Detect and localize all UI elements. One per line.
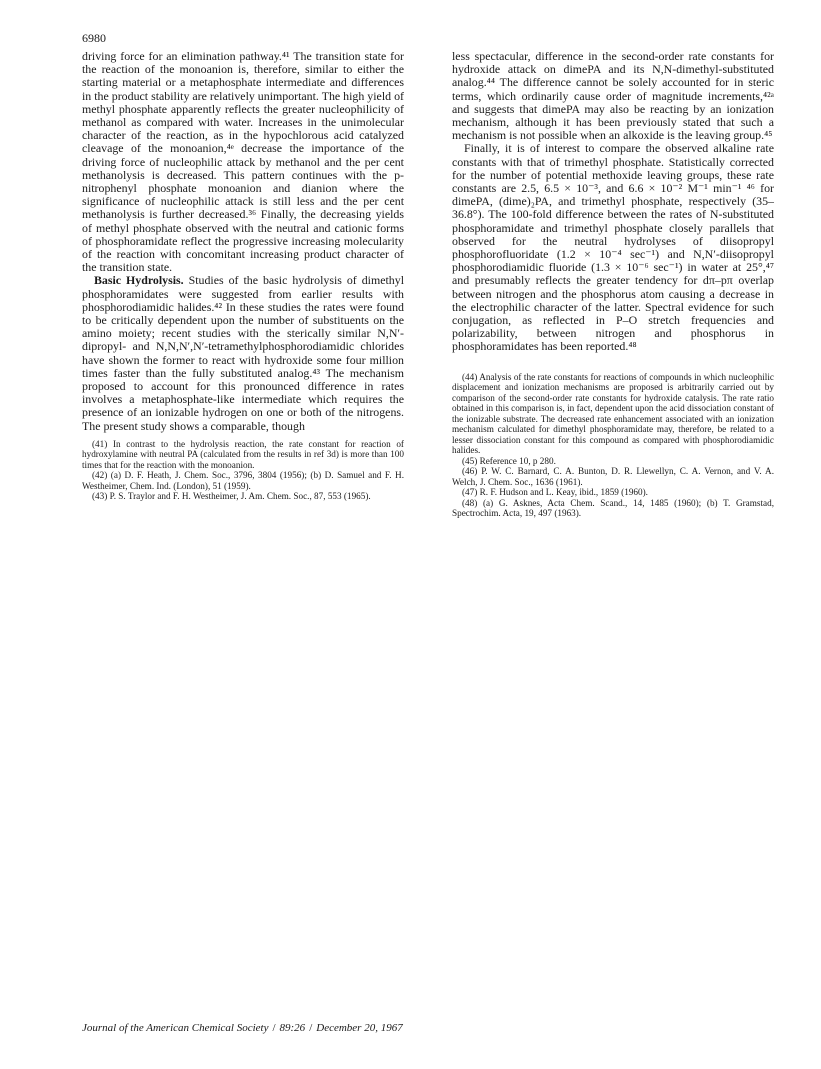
page-number: 6980 bbox=[82, 31, 106, 45]
footnote: (47) R. F. Hudson and L. Keay, ibid., 1859 (1960). bbox=[462, 487, 648, 498]
volume-issue: 89:26 bbox=[279, 1022, 306, 1034]
section-text: Studies of the basic hydrolysis of dimethyl phosphoramidates were suggested from earlier results with phosphorodiamidic halides.⁴² In these studies the rates were found to be critically dependent upon the number of substituents on the amino moiety; recent studies with the sterically similar N,N′-dipropyl- and N,N,N′,N′-tetramethylphosphorodiamidic chlorides have shown the former to react with hydroxide some four million times faster than the fully substituted analog.⁴³ The mechanism proposed to account for this pronounced difference in rates involves a metaphosphate-like intermediate which requires the presence of an ionizable hydrogen on one or both of the nitrogens. The present study shows a comparable, though bbox=[82, 273, 404, 433]
left-column bbox=[82, 50, 404, 502]
body-paragraph: Finally, it is of interest to compare the observed alkaline rate constants with that of trimethyl phosphate. Statistically corrected for the number of potential methoxide leaving groups, these rate constants are 2.5, 6.5 × 10⁻³, and 6.6 × 10⁻² M⁻¹ min⁻¹ ⁴⁶ for dimePA, (dime)₂PA, and trimethyl phosphate, respectively (35–36.8°). The 100-fold difference between the rates of N-substituted phosphoramidate and trimethyl phosphate closely parallels that observed for the neutral hydrolyses of diisopropyl phosphorofluoridate (1.2 × 10⁻⁴ sec⁻¹) and N,N′-diisopropyl phosphorodiamidic fluoride (1.3 × 10⁻⁶ sec⁻¹) in water at 25°,⁴⁷ and presumably reflects the greater tendency for dπ–pπ overlap between nitrogen and the phosphorus atom causing a decrease in the electrophilic character of the latter. Spectral evidence for such conjugation, as reflected in P–O stretch frequencies and polarizability, between nitrogen and phosphorus in phosphoramidates has been reported.⁴⁸ bbox=[452, 141, 774, 354]
section-heading: Basic Hydrolysis. bbox=[94, 273, 184, 288]
footnote: (46) P. W. C. Barnard, C. A. Bunton, D. R. Llewellyn, C. A. Vernon, and V. A. Welch, J. Chem. Soc., 1636 (1961). bbox=[452, 466, 774, 487]
footnote: (42) (a) D. F. Heath, J. Chem. Soc., 3796, 3804 (1956); (b) D. Samuel and F. H. Westheimer, Chem. Ind. (London), 51 (1959). bbox=[82, 470, 404, 491]
footnote: (48) (a) G. Asknes, Acta Chem. Scand., 14, 1485 (1960); (b) T. Gramstad, Spectrochim. Acta, 19, 497 (1963). bbox=[452, 497, 774, 519]
body-paragraph: less spectacular, difference in the second-order rate constants for hydroxide attack on dimePA and its N,N-dimethyl-substituted analog.⁴⁴ The difference cannot be solely accounted for in steric terms, which ordinarily cause order of magnitude increments,⁴²ᵃ and suggests that dimePA may also be reacting by an ionization mechanism, although it has been previously stated that such a mechanism is not possible when an alkoxide is the leaving group.⁴⁵ bbox=[452, 49, 774, 143]
journal-name: Journal of the American Chemical Society bbox=[82, 1022, 269, 1034]
footnote: (41) In contrast to the hydrolysis reaction, the rate constant for reaction of hydroxylamine with neutral PA (calculated from the results in ref 3d) is more than 100 times that for the reaction with the monoanion. bbox=[82, 438, 404, 470]
footnote: (44) Analysis of the rate constants for reactions of compounds in which nucleophilic displacement and ionization mechanisms are proposed is arbitrarily carried out by comparison of the second-order rate constants for hydroxide catalysis. The rate ratio obtained in this comparison is, in fact, dependent upon the acid dissociation constant of the ionizable substrate. The decreased rate enhancement associated with an ionization mechanism calculated for dimethyl phosphoramidate may, therefore, be related to a lesser dissociation constant for this compound as compared with phosphorodiamidic halides. bbox=[452, 371, 774, 456]
running-footer bbox=[82, 1022, 403, 1034]
footer-separator: / bbox=[309, 1022, 313, 1034]
footer-separator: / bbox=[272, 1022, 276, 1034]
footnote: (43) P. S. Traylor and F. H. Westheimer, J. Am. Chem. Soc., 87, 553 (1965). bbox=[92, 491, 371, 502]
footnote: (45) Reference 10, p 280. bbox=[462, 455, 556, 466]
right-body-text bbox=[452, 50, 774, 354]
body-paragraph: driving force for an elimination pathway.⁴¹ The transition state for the reaction of the monoanion is, therefore, similar to either the starting material or a metaphosphate intermediate and differences in the product stability are relatively unimportant. The high yield of methyl phosphate apparently reflects the greater nucleophilicity of methanol as compared with water. Increases in the unimolecular character of the reaction, as in the hypochlorous acid catalyzed cleavage of the monoanion,⁴ᵉ decrease the importance of the driving force of nucleophilic attack by methanol and the per cent methanolysis is decreased. This pattern continues with the p-nitrophenyl phosphate monoanion and dianion where the significance of nucleophilic attack is still less and the per cent methanolysis is further decreased.³⁶ Finally, the decreasing yields of methyl phosphate observed with the neutral and cationic forms of phosphoramidate reflect the progressive increasing molecularity of the reaction with concomitant increasing product character of the transition state. bbox=[82, 49, 404, 275]
issue-date: December 20, 1967 bbox=[316, 1022, 403, 1034]
right-column bbox=[452, 50, 774, 519]
section-paragraph bbox=[82, 274, 404, 432]
left-body-text bbox=[82, 50, 404, 433]
right-footnotes bbox=[452, 372, 774, 519]
left-footnotes bbox=[82, 439, 404, 502]
